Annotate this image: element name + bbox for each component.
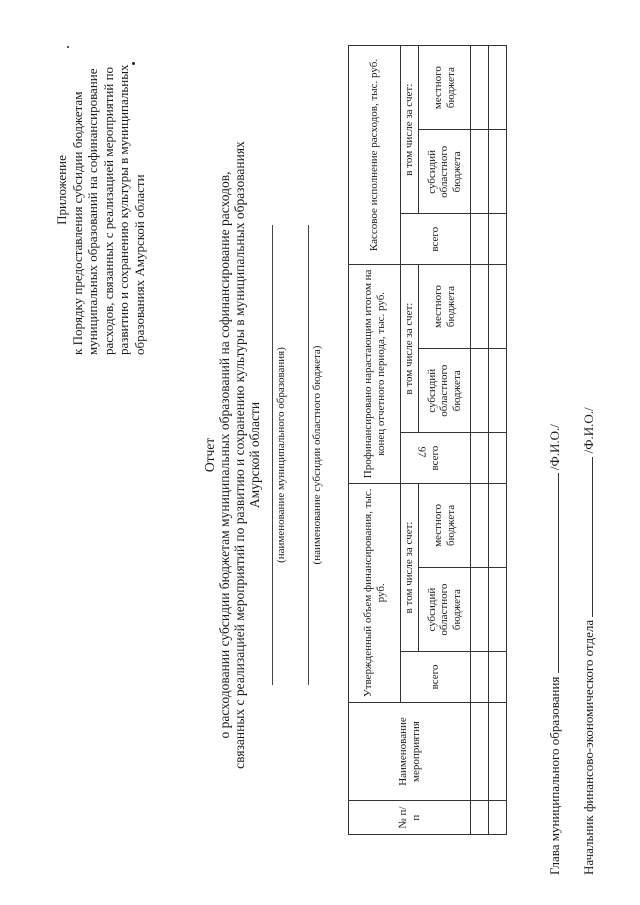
header-num: № п/п [349,801,471,835]
report-table [348,45,507,835]
appendix-heading: Приложение [54,155,69,225]
appendix-line: развитию и сохранению культуры в муниципальных [116,64,131,355]
subsidy-caption: (наименование субсидии областного бюджета) [311,345,323,565]
municipality-field [272,225,287,685]
header-local: местного бюджета [419,46,471,130]
header-name: Наименование мероприятия [349,702,471,801]
signature-finance [580,407,597,875]
signature-head-label: Глава муниципального образования [547,676,562,875]
report-title-line: Амурской области [247,401,262,509]
signature-finance-fio: /Ф.И.О./ [581,407,596,454]
header-cash: Кассовое исполнение расходов, тыс. руб. [349,46,401,265]
appendix-line: муниципальных образований на софинансирование [85,68,100,355]
signature-blank [580,457,593,617]
header-approved: Утвержденный объем финансирования, тыс. руб. [349,483,401,702]
table-row [489,46,507,835]
appendix-line: к Порядку предоставления субсидии бюджетам [69,91,85,355]
header-local: местного бюджета [419,483,471,567]
header-total: всего [401,214,471,265]
municipality-line [272,225,273,685]
table-row [471,46,489,835]
signature-head-fio: /Ф.И.О./ [547,424,562,471]
signature-head [546,424,563,875]
header-total: всего [401,652,471,703]
header-regional: субсидий областного бюджета [419,130,471,214]
report-title-line: связанных с реализацией мероприятий по развитию и сохранению культуры в муниципальных образованиях [232,141,247,769]
rotated-content [10,15,630,895]
header-regional: субсидий областного бюджета [419,568,471,652]
page-number: 97 [415,446,428,458]
report-title-line: о расходовании субсидии бюджетам муниципальных образований на софинансирование расходов, [217,171,232,739]
header-incl: в том числе за счет: [401,483,419,651]
header-local: местного бюджета [419,264,471,348]
appendix-block [54,25,147,355]
report-heading: Отчет [202,437,217,473]
appendix-line: образованиях Амурской области [131,174,147,355]
header-incl: в том числе за счет: [401,46,419,214]
header-incl: в том числе за счет: [401,264,419,432]
header-total: всего [401,433,471,484]
signature-finance-label: Начальник финансово-экономического отдела [581,619,596,875]
subsidy-line [308,225,309,685]
report-title [202,55,262,855]
subsidy-field [308,225,323,685]
municipality-caption: (наименование муниципального образования) [275,347,287,563]
signature-blank [546,473,559,673]
appendix-line: расходов, связанных с реализацией мероприятий по [100,66,116,355]
header-regional: субсидий областного бюджета [419,349,471,433]
header-financed: Профинансировано нарастающим итогом на конец отчетного периода, тыс. руб. [349,264,401,483]
